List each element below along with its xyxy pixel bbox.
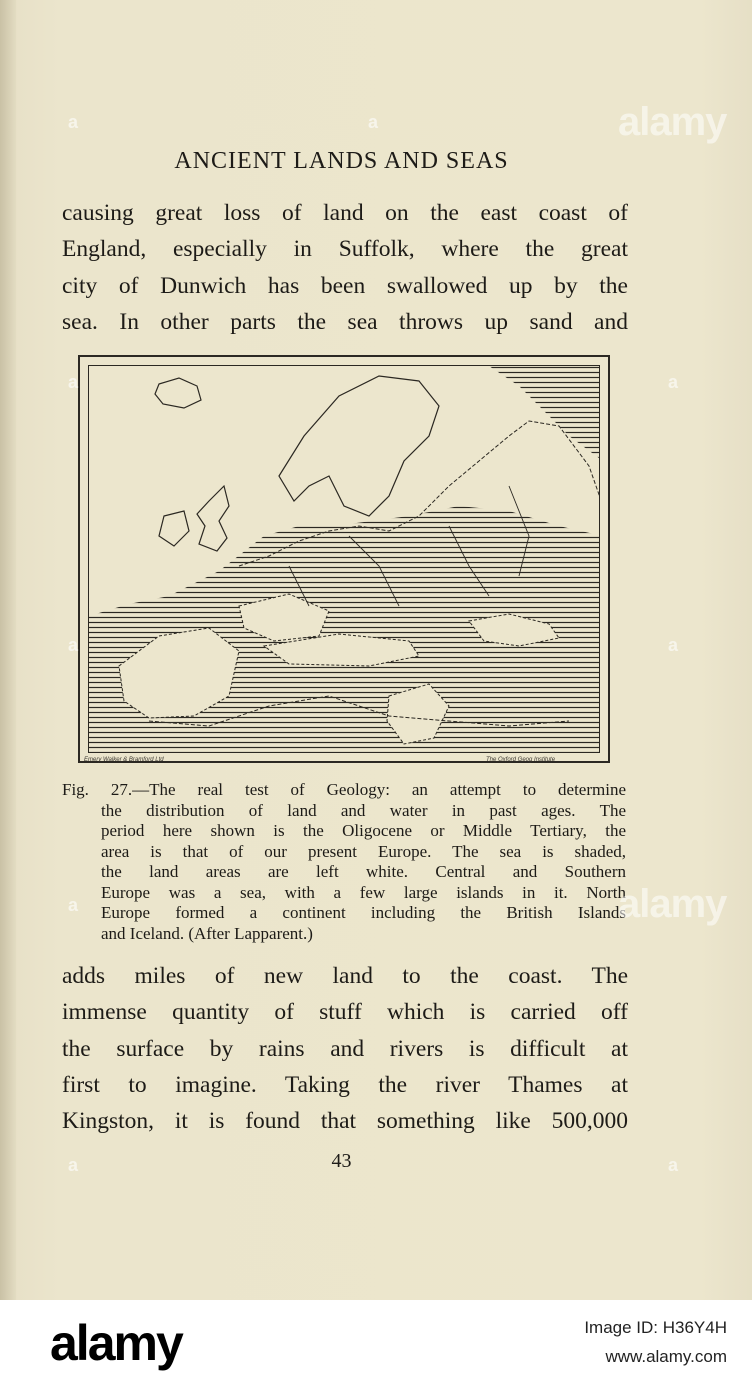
page-number: 43 <box>331 1150 352 1172</box>
site-url: www.alamy.com <box>605 1347 727 1366</box>
watermark-mark: a <box>668 635 679 655</box>
image-id: Image ID: H36Y4H <box>584 1318 727 1337</box>
watermark-mark: a <box>668 372 679 392</box>
watermark-text: alamy <box>618 100 727 144</box>
watermark-mark: a <box>68 1155 79 1175</box>
alamy-logo: alamy <box>50 1315 182 1371</box>
text-line: sea. In other parts the sea throws up sand and <box>62 308 628 335</box>
text-line: causing great loss of land on the east coast of <box>62 200 628 226</box>
map-credit-right: The Oxford Geog Institute <box>486 757 556 763</box>
text-line: city of Dunwich has been swallowed up by the <box>62 272 628 299</box>
watermark-mark: a <box>68 112 79 132</box>
watermark-mark: a <box>68 895 79 915</box>
text-line: England, especially in Suffolk, where the great <box>62 236 628 263</box>
figure-caption <box>62 780 626 944</box>
watermark-mark: a <box>68 635 79 655</box>
watermark-mark: a <box>368 112 379 132</box>
paragraph-bottom <box>62 958 628 1139</box>
watermark-mark: a <box>668 1155 679 1175</box>
caption-line: Europe formed a continent including the British Islands <box>101 903 626 922</box>
text-line: immense quantity of stuff which is carried off <box>62 999 628 1026</box>
caption-line: the distribution of land and water in past ages. The <box>101 800 626 820</box>
paragraph-top <box>62 195 628 340</box>
watermark-mark: a <box>68 372 79 392</box>
europe-oligocene-map <box>88 365 600 753</box>
iceland <box>155 378 201 408</box>
caption-line: area is that of our present Europe. The sea is shaded, <box>101 841 626 861</box>
caption-line: Fig. 27.—The real test of Geology: an attempt to determine <box>62 780 626 799</box>
caption-line: period here shown is the Oligocene or Middle Tertiary, the <box>101 821 626 840</box>
map-credit-left: Emery Walker & Bramford Ltd <box>84 757 164 763</box>
ireland <box>159 511 189 546</box>
caption-line: and Iceland. (After Lapparent.) <box>101 923 313 943</box>
arctic-sea-shaded <box>489 366 600 461</box>
running-head: ANCIENT LANDS AND SEAS <box>174 148 509 174</box>
scandinavia <box>279 376 439 516</box>
map-svg <box>89 366 600 753</box>
text-line: adds miles of new land to the coast. The <box>62 963 628 989</box>
figure-27-map <box>78 355 610 763</box>
british-isles <box>197 486 229 551</box>
text-line: first to imagine. Taking the river Thames at <box>62 1071 628 1098</box>
page-gutter <box>0 0 16 1300</box>
text-line: the surface by rains and rivers is difficult at <box>62 1035 628 1062</box>
text-line: Kingston, it is found that something like 500,000 <box>62 1108 628 1135</box>
caption-line: the land areas are left white. Central and Southern <box>101 862 626 881</box>
caption-line: Europe was a sea, with a few large islands in it. North <box>101 882 626 902</box>
watermark-text: alamy <box>618 882 727 926</box>
